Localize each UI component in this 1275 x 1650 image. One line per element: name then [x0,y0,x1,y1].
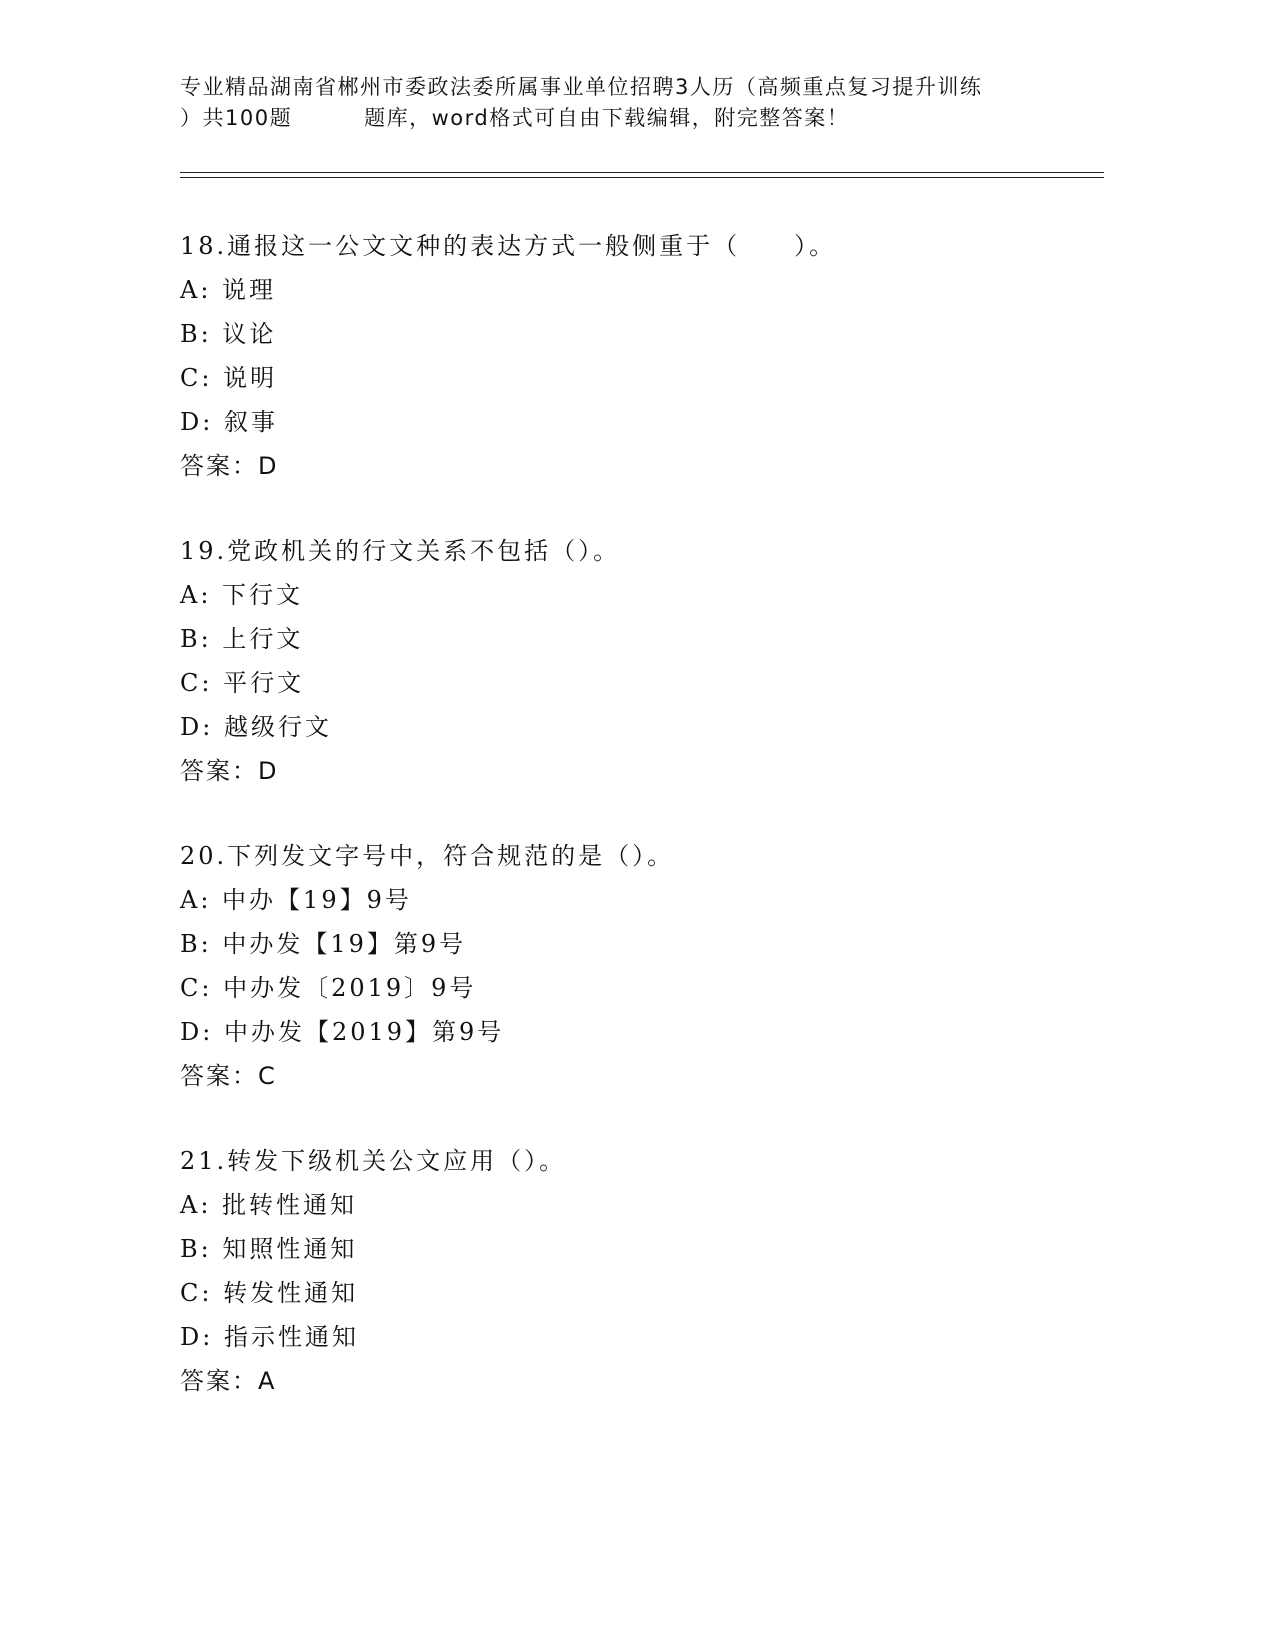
header-line-2 [180,103,1060,134]
option-c: C: 平行文 [180,669,305,697]
question-stem: 18.通报这一公文文种的表达方式一般侧重于（ ）。 [180,232,837,260]
question-20 [180,834,1120,1098]
option-a: A: 说理 [180,276,277,304]
header-line-2-part-2: 题库，word格式可自由下载编辑，附完整答案！ [364,106,850,130]
option-d: D: 越级行文 [180,713,332,741]
header-divider-top [180,172,1104,173]
option-a: A: 批转性通知 [180,1191,358,1219]
option-b: B: 上行文 [180,625,304,653]
header-line-2-part-1: ）共100题 [180,106,293,130]
question-stem: 21.转发下级机关公文应用（）。 [180,1147,567,1175]
option-d: D: 指示性通知 [180,1323,359,1351]
option-c: C: 说明 [180,364,278,392]
header-divider-bottom [180,177,1104,178]
question-18 [180,224,1120,488]
question-stem: 19.党政机关的行文关系不包括（）。 [180,537,621,565]
option-a: A: 中办【19】9号 [180,886,412,914]
answer: 答案：D [180,757,279,785]
option-d: D: 叙事 [180,408,278,436]
option-d: D: 中办发【2019】第9号 [180,1018,505,1046]
answer: 答案：D [180,452,279,480]
option-b: B: 议论 [180,320,277,348]
question-stem: 20.下列发文字号中，符合规范的是（）。 [180,842,675,870]
option-b: B: 中办发【19】第9号 [180,930,467,958]
document-header [180,72,1060,134]
answer: 答案：A [180,1367,277,1395]
answer: 答案：C [180,1062,277,1090]
question-19 [180,529,1120,793]
option-a: A: 下行文 [180,581,304,609]
header-line-1: 专业精品湖南省郴州市委政法委所属事业单位招聘3人历（高频重点复习提升训练 [180,75,983,99]
option-c: C: 转发性通知 [180,1279,359,1307]
question-21 [180,1139,1120,1403]
option-c: C: 中办发〔2019〕9号 [180,974,477,1002]
option-b: B: 知照性通知 [180,1235,358,1263]
